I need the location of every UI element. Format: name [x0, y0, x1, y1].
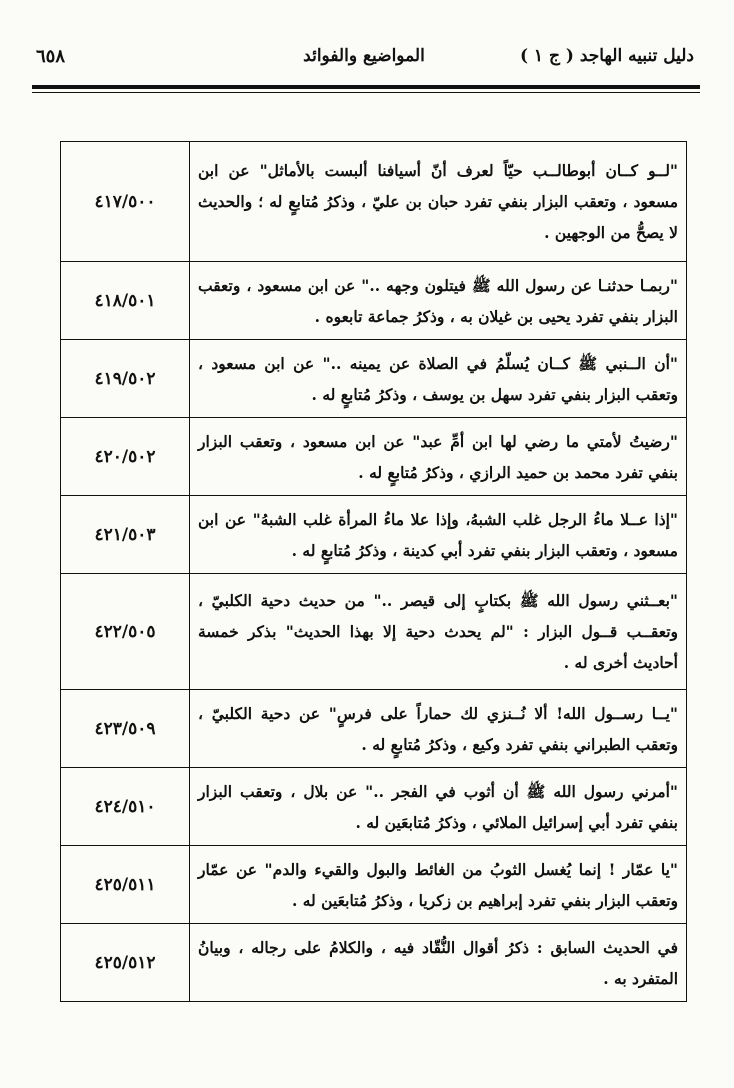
entry-text: "رضيتُ لأمتي ما رضي لها ابن أمِّ عبد" عن ابن مسعود ، وتعقب البزار بنفي تفرد محمد بن حميد الرازي ، وذكرُ مُتابعٍ له .: [190, 418, 687, 496]
table-row: [61, 262, 687, 340]
entry-ref: ٤٢٥/٥١٢: [61, 924, 190, 1002]
book-title: دليل تنبيه الهاجد ( ج ١ ): [519, 46, 694, 66]
table-row: [61, 574, 687, 690]
entry-text: "إذا عــلا ماءُ الرجل غلب الشبهُ، وإذا علا ماءُ المرأة غلب الشبهُ" عن ابن مسعود ، وتعقب البزار بنفي تفرد أبي كدينة ، وذكرُ مُتابعٍ له .: [190, 496, 687, 574]
entry-ref: ٤١٧/٥٠٠: [61, 142, 190, 262]
entry-ref: ٤٢٤/٥١٠: [61, 768, 190, 846]
entry-text: "ربمـا حدثنـا عن رسول الله ﷺ فيتلون وجهه .." عن ابن مسعود ، وتعقب البزار بنفي تفرد يحيى بن غيلان به ، وذكرُ جماعة تابعوه .: [190, 262, 687, 340]
header-rule-thick: [32, 85, 700, 89]
entry-ref: ٤٢٠/٥٠٢: [61, 418, 190, 496]
section-title: المواضيع والفوائد: [303, 46, 425, 66]
table-row: [61, 846, 687, 924]
entry-text: "أن الــنبي ﷺ كــان يُسلّمُ في الصلاة عن يمينه .." عن ابن مسعود ، وتعقب البزار بنفي تفرد سهل بن يوسف ، وذكرُ مُتابعٍ له .: [190, 340, 687, 418]
entry-ref: ٤٢٥/٥١١: [61, 846, 190, 924]
table-row: [61, 690, 687, 768]
entry-ref: ٤٢١/٥٠٣: [61, 496, 190, 574]
page-header: [30, 40, 698, 80]
page-number: ٦٥٨: [36, 46, 66, 67]
table-row: [61, 768, 687, 846]
table-row: [61, 418, 687, 496]
entry-text: "يا عمّار ! إنما يُغسل الثوبُ من الغائط والبول والقيء والدم" عن عمّار وتعقب البزار بنفي تفرد إبراهيم بن زكريا ، وذكرُ مُتابعَين له .: [190, 846, 687, 924]
entry-text: "لــو كــان أبوطالــب حيّاً لعرف أنّ أسيافنا ألبست بالأماثل" عن ابن مسعود ، وتعقب البزار بنفي تفرد حبان بن عليّ ، وذكرُ مُتابعٍ له ؛ والحديث لا يصحُّ من الوجهين .: [190, 142, 687, 262]
entry-ref: ٤١٨/٥٠١: [61, 262, 190, 340]
entry-ref: ٤١٩/٥٠٢: [61, 340, 190, 418]
table-row: [61, 924, 687, 1002]
header-rule-thin: [32, 92, 700, 93]
entry-ref: ٤٢٢/٥٠٥: [61, 574, 190, 690]
entry-text: في الحديث السابق : ذكرُ أقوال النُّقّاد فيه ، والكلامُ على رجاله ، وبيانُ المتفرد به .: [190, 924, 687, 1002]
entry-text: "يــا رســول الله! ألا نُــنزي لك حماراً على فرسٍ" عن دحية الكلبيّ ، وتعقب الطبراني بنفي تفرد وكيع ، وذكرُ مُتابعٍ له .: [190, 690, 687, 768]
table-row: [61, 496, 687, 574]
entry-text: "أمرني رسول الله ﷺ أن أثوب في الفجر .." عن بلال ، وتعقب البزار بنفي تفرد أبي إسرائيل الملائي ، وذكرُ مُتابعَين له .: [190, 768, 687, 846]
entry-text: "بعــثني رسول الله ﷺ بكتابٍ إلى قيصر .." من حديث دحية الكلبيّ ، وتعقــب قــول البزار : "لم يحدث دحية إلا بهذا الحديث" بذكر خمسة أحاديث أخرى له .: [190, 574, 687, 690]
entries-table: [60, 141, 687, 1002]
table-row: [61, 340, 687, 418]
entry-ref: ٤٢٣/٥٠٩: [61, 690, 190, 768]
table-row: [61, 142, 687, 262]
